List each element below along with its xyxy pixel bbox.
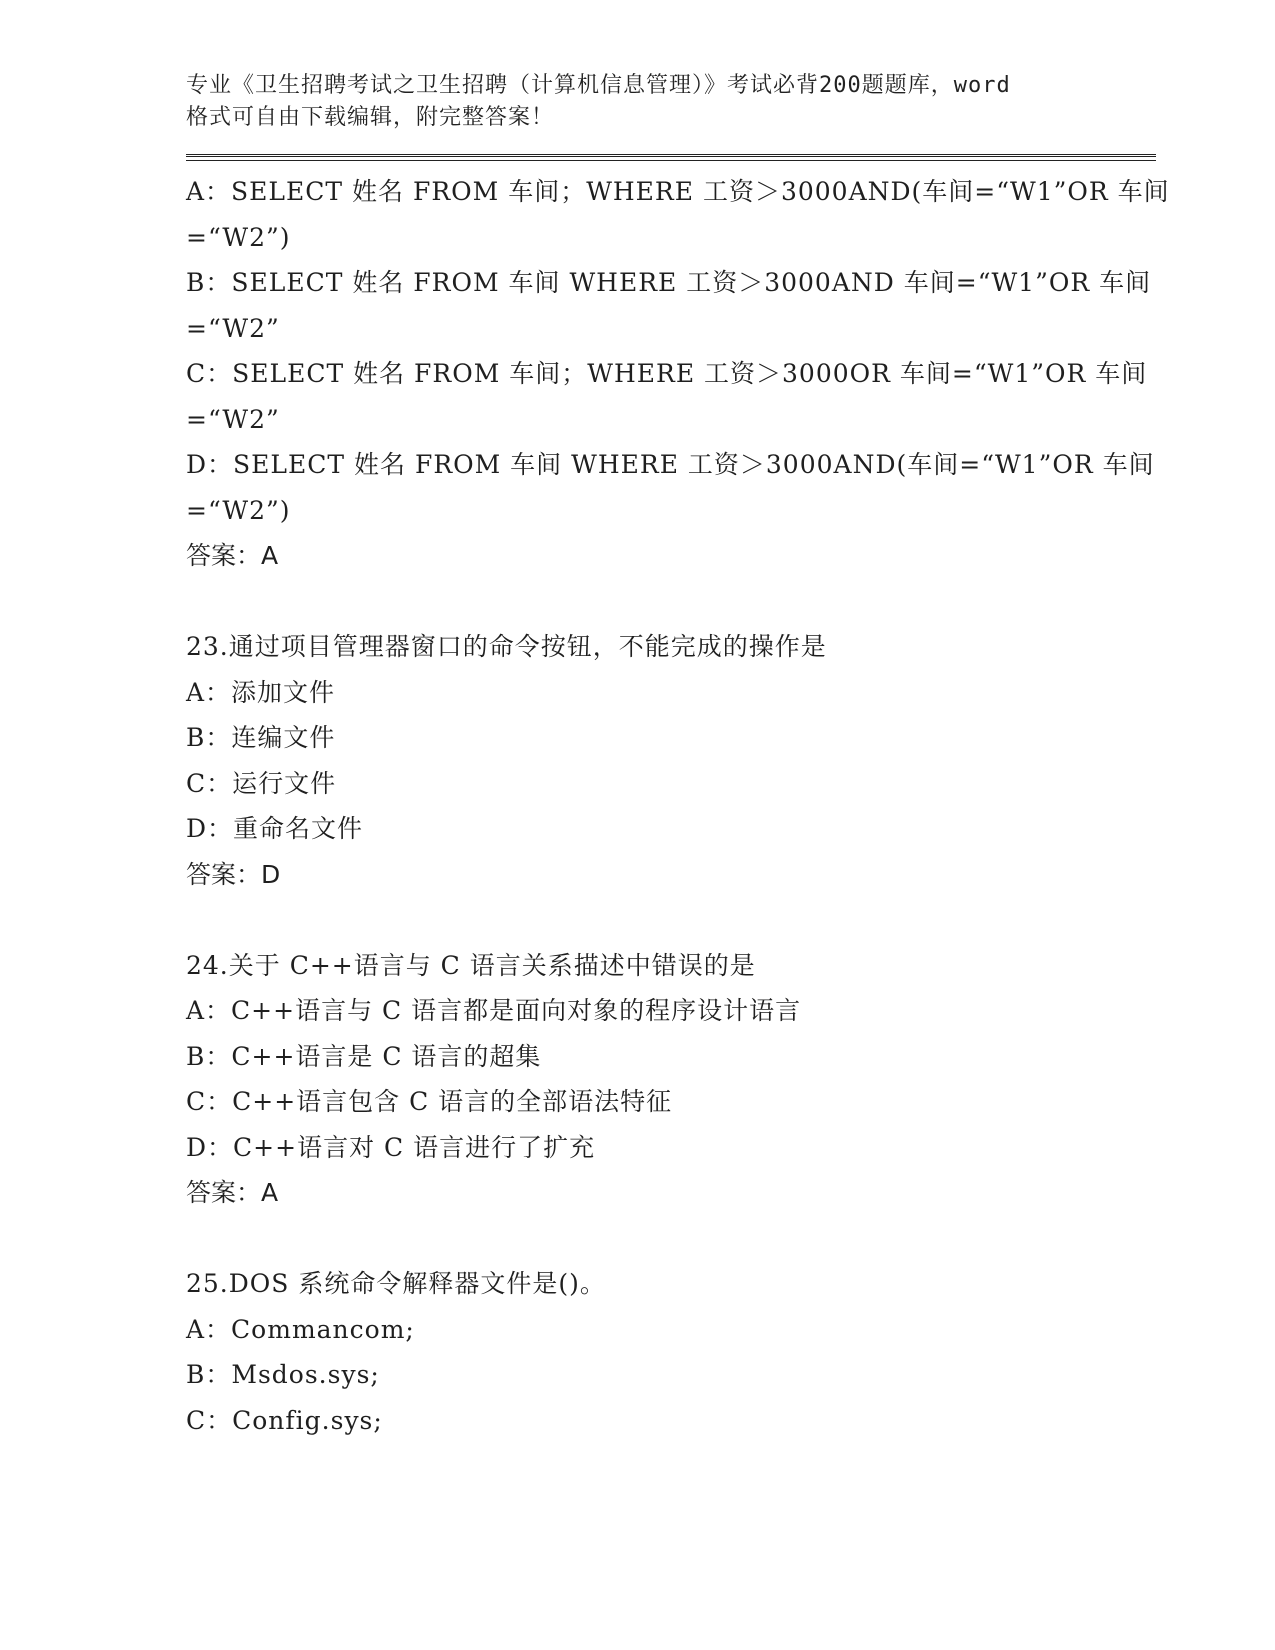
option-b: B：Msdos.sys; — [186, 1360, 380, 1389]
header-title-line-2: 格式可自由下载编辑，附完整答案！ — [186, 105, 555, 130]
option-a: A：Commancom; — [186, 1314, 415, 1344]
question-24 — [186, 943, 1156, 1216]
question-stem: 24.关于 C++语言与 C 语言关系描述中错误的是 — [186, 950, 756, 980]
option-line: =“W2” — [186, 404, 280, 434]
header-title-line-1: 专业《卫生招聘考试之卫生招聘（计算机信息管理）》考试必背200题题库，word — [186, 73, 1011, 98]
option-line: A：SELECT 姓名 FROM 车间；WHERE 工资＞3000AND(车间=“W1”OR 车间 — [186, 177, 1170, 206]
header-divider — [186, 154, 1156, 161]
answer-line: 答案：A — [186, 1178, 279, 1207]
question-list — [186, 169, 1170, 1443]
option-c: C：C++语言包含 C 语言的全部语法特征 — [186, 1087, 673, 1116]
option-c: C：Config.sys; — [186, 1405, 383, 1435]
option-a: A：添加文件 — [186, 677, 336, 707]
answer-line: 答案：D — [186, 859, 281, 889]
option-a: A：C++语言与 C 语言都是面向对象的程序设计语言 — [186, 996, 802, 1025]
option-c: C：运行文件 — [186, 768, 337, 798]
question-stem: 23.通过项目管理器窗口的命令按钮，不能完成的操作是 — [186, 632, 827, 661]
option-line: D：SELECT 姓名 FROM 车间 WHERE 工资＞3000AND(车间=“W1”OR 车间 — [186, 450, 1155, 479]
option-line: =“W2”) — [186, 222, 291, 252]
question-23 — [186, 624, 1156, 897]
option-line: C：SELECT 姓名 FROM 车间；WHERE 工资＞3000OR 车间=“W1”OR 车间 — [186, 359, 1148, 388]
question-spacer — [186, 897, 1156, 943]
option-line: B：SELECT 姓名 FROM 车间 WHERE 工资＞3000AND 车间=“W1”OR 车间 — [186, 268, 1152, 297]
document-header — [186, 70, 1156, 134]
document-page — [186, 70, 1170, 1443]
option-line: =“W2” — [186, 313, 280, 343]
question-stem: 25.DOS 系统命令解释器文件是()。 — [186, 1269, 606, 1298]
question-25 — [186, 1261, 1156, 1443]
question-spacer — [186, 1216, 1156, 1262]
option-b: B：连编文件 — [186, 723, 336, 752]
option-line: =“W2”) — [186, 495, 291, 525]
option-b: B：C++语言是 C 语言的超集 — [186, 1041, 542, 1071]
option-d: D：重命名文件 — [186, 814, 364, 843]
answer-line: 答案：A — [186, 541, 279, 570]
option-d: D：C++语言对 C 语言进行了扩充 — [186, 1132, 596, 1162]
question-spacer — [186, 579, 1156, 625]
question-22-continued — [186, 169, 1170, 579]
